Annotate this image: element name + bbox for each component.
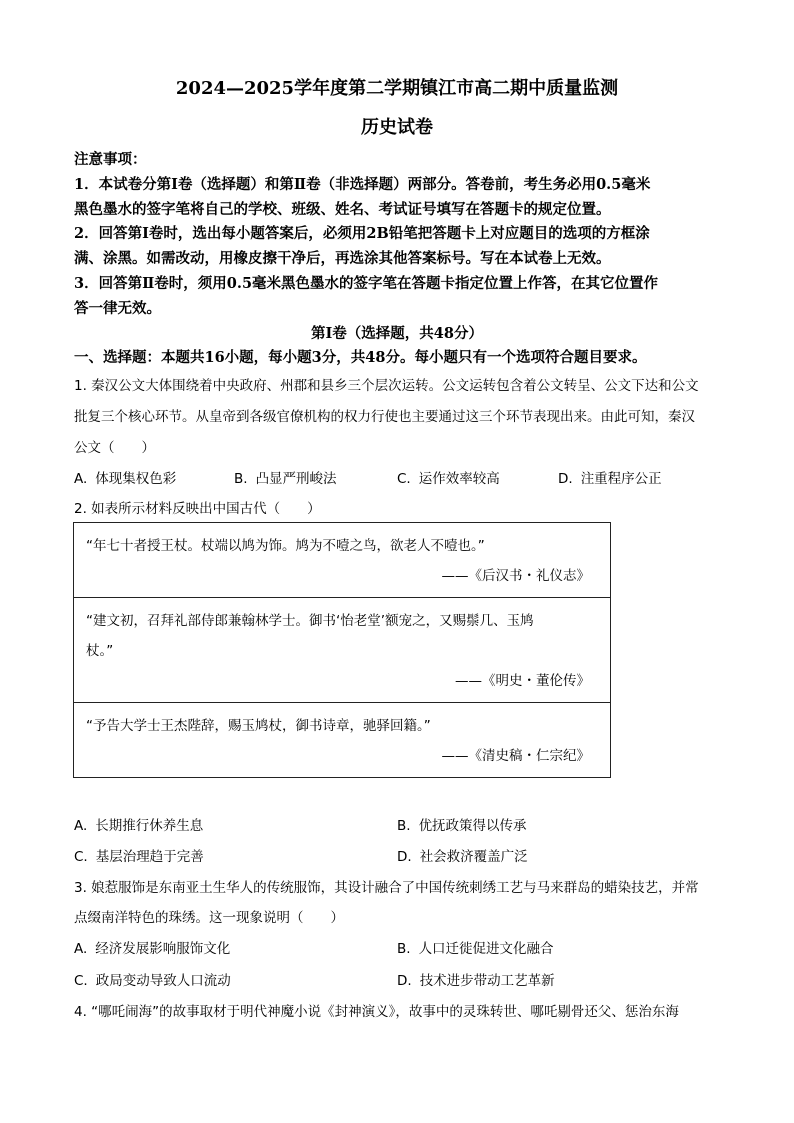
option-text: 优抚政策得以传承 bbox=[418, 818, 527, 834]
option-key: B. bbox=[397, 941, 411, 957]
source-quote-cont: 杖。” bbox=[86, 643, 114, 659]
option-c[interactable] bbox=[74, 845, 204, 865]
table-row bbox=[74, 523, 611, 598]
source-quote: “建文初，召拜礼部侍郎兼翰林学士。御书‘怡老堂’额宠之，又赐鬃几、玉鸠 bbox=[86, 613, 534, 629]
option-text: 政局变动导致人口流动 bbox=[95, 973, 231, 989]
table-cell bbox=[74, 523, 611, 598]
option-text: 人口迁徙促进文化融合 bbox=[418, 941, 554, 957]
option-d[interactable] bbox=[397, 969, 555, 989]
option-key: D. bbox=[558, 471, 573, 487]
source-citation: ——《明史・董伦传》 bbox=[455, 673, 590, 689]
notes-line: 2．回答第Ⅰ卷时，选出每小题答案后，必须用2B铅笔把答题卡上对应题目的选项的方框涂 bbox=[74, 225, 650, 242]
option-c[interactable] bbox=[397, 467, 500, 487]
option-text: 经济发展影响服饰文化 bbox=[95, 941, 231, 957]
question-text: 3. 娘惹服饰是东南亚土生华人的传统服饰，其设计融合了中国传统刺绣工艺与马来群岛的蜡染技艺，并常 bbox=[74, 880, 699, 896]
option-key: A. bbox=[74, 471, 88, 487]
option-text: 体现集权色彩 bbox=[95, 471, 177, 487]
question-text: 批复三个核心环节。从皇帝到各级官僚机构的权力行使也主要通过这三个环节表现出来。由此可知，秦汉 bbox=[74, 409, 695, 425]
exam-subject: 历史试卷 bbox=[361, 117, 433, 138]
option-key: C. bbox=[397, 471, 411, 487]
table-cell bbox=[74, 703, 611, 778]
option-key: C. bbox=[74, 973, 88, 989]
option-key: D. bbox=[397, 849, 412, 865]
notes-heading: 注意事项： bbox=[74, 151, 147, 168]
option-key: D. bbox=[397, 973, 412, 989]
notes-line: 黑色墨水的签字笔将自己的学校、班级、姓名、考试证号填写在答题卡的规定位置。 bbox=[74, 201, 611, 218]
option-text: 注重程序公正 bbox=[580, 471, 662, 487]
option-key: B. bbox=[397, 818, 411, 834]
question-text: 公文（ ） bbox=[74, 440, 155, 456]
source-citation: ——《后汉书・礼仪志》 bbox=[441, 568, 590, 584]
section-title: 第Ⅰ卷（选择题，共48分） bbox=[311, 325, 483, 342]
option-b[interactable] bbox=[397, 814, 527, 834]
option-a[interactable] bbox=[74, 814, 203, 834]
option-c[interactable] bbox=[74, 969, 231, 989]
option-key: B. bbox=[234, 471, 248, 487]
option-a[interactable] bbox=[74, 937, 230, 957]
notes-line: 3．回答第Ⅱ卷时，须用0.5毫米黑色墨水的签字笔在答题卡指定位置上作答，在其它位置作 bbox=[74, 275, 659, 292]
source-citation: ——《清史稿・仁宗纪》 bbox=[441, 748, 590, 764]
option-d[interactable] bbox=[558, 467, 662, 487]
option-b[interactable] bbox=[234, 467, 337, 487]
source-table bbox=[73, 522, 611, 778]
option-text: 基层治理趋于完善 bbox=[95, 849, 204, 865]
option-text: 运作效率较高 bbox=[418, 471, 500, 487]
option-a[interactable] bbox=[74, 467, 176, 487]
source-quote: “予告大学士王杰陛辞，赐玉鸠杖，御书诗章，驰驿回籍。” bbox=[86, 718, 431, 734]
question-text: 1. 秦汉公文大体围绕着中央政府、州郡和县乡三个层次运转。公文运转包含着公文转呈、公文下达和公文 bbox=[74, 378, 699, 394]
option-d[interactable] bbox=[397, 845, 528, 865]
option-key: C. bbox=[74, 849, 88, 865]
notes-line: 满、涂黑。如需改动，用橡皮擦干净后，再选涂其他答案标号。写在本试卷上无效。 bbox=[74, 250, 611, 267]
section-instruction: 一、选择题：本题共16小题，每小题3分，共48分。每小题只有一个选项符合题目要求。 bbox=[74, 349, 647, 366]
notes-line: 答一律无效。 bbox=[74, 300, 161, 317]
question-4-text: 4. “哪吒闹海”的故事取材于明代神魔小说《封神演义》，故事中的灵珠转世、哪吒剔骨还父、惩治东海 bbox=[74, 1004, 679, 1020]
option-text: 长期推行休养生息 bbox=[95, 818, 204, 834]
option-text: 社会救济覆盖广泛 bbox=[419, 849, 528, 865]
question-text: 2. 如表所示材料反映出中国古代（ ） bbox=[74, 501, 321, 517]
option-key: A. bbox=[74, 941, 88, 957]
option-key: A. bbox=[74, 818, 88, 834]
table-cell bbox=[74, 598, 611, 703]
option-text: 技术进步带动工艺革新 bbox=[419, 973, 555, 989]
exam-title: 2024—2025学年度第二学期镇江市高二期中质量监测 bbox=[175, 78, 619, 99]
option-b[interactable] bbox=[397, 937, 554, 957]
table-row bbox=[74, 703, 611, 778]
notes-line: 1．本试卷分第Ⅰ卷（选择题）和第Ⅱ卷（非选择题）两部分。答卷前，考生务必用0.5毫米 bbox=[74, 176, 651, 193]
question-text: 点缀南洋特色的珠绣。这一现象说明（ ） bbox=[74, 910, 344, 926]
table-row bbox=[74, 598, 611, 703]
source-quote: “年七十者授王杖。杖端以鸠为饰。鸠为不噎之鸟，欲老人不噎也。” bbox=[86, 538, 485, 554]
option-text: 凸显严刑峻法 bbox=[255, 471, 337, 487]
